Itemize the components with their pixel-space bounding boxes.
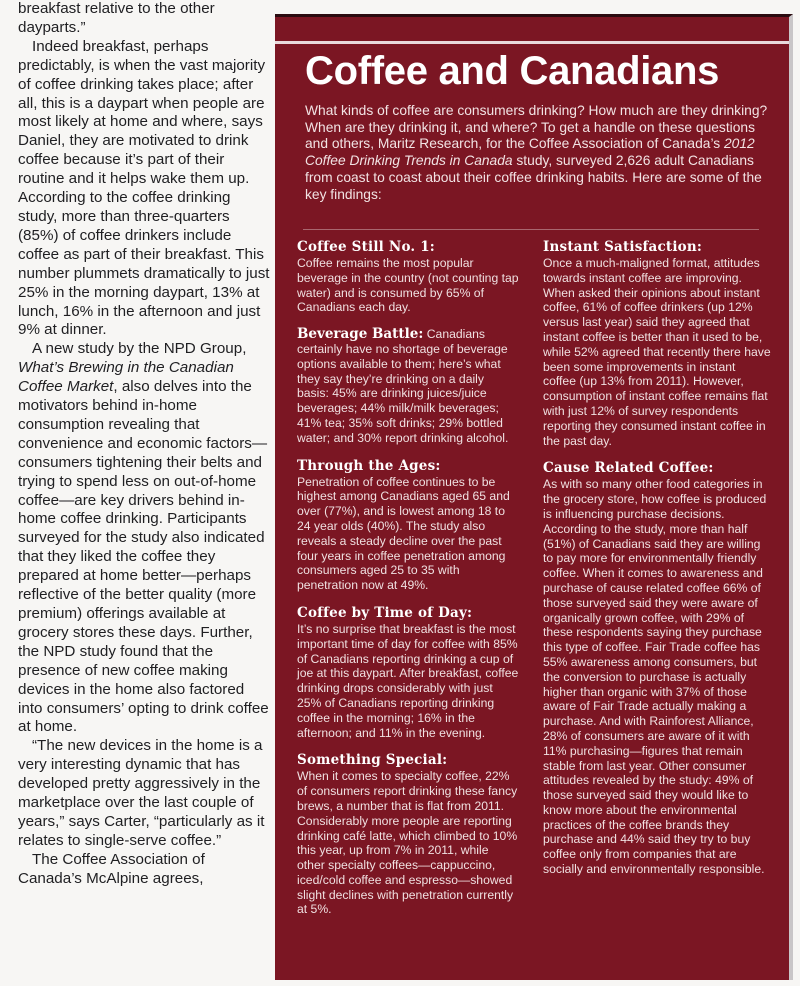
finding-body: When it comes to specialty coffee, 22% of consumers report drinking these fancy brews, a number that is flat from 2011. Considerably more people are reporting drinking café latte, which climbed to 10% this year, up from 7% in 2011, while other specialty coffees—cappuccino, iced/cold coffee and espresso—showed slight declines with penetration currently at 5%. [297, 769, 518, 917]
article-paragraph: The Coffee Association of Canada’s McAlpine agrees, [18, 850, 205, 887]
finding-body: Canadians certainly have no shortage of beverage options available to them; here’s what they say they’re drinking on a daily basis: 45% are drinking juices/juice beverages; 44% milk/milk beverages; 41% tea; 35% soft drinks; 29% bottled water; and 30% report drinking alcohol. [297, 327, 509, 445]
sidebar-panel [275, 14, 793, 980]
finding-body: As with so many other food categories in the grocery store, how coffee is produced is influencing purchase decisions. According to the study, more than half (51%) of Canadians said they are willing to pay more for environmentally friendly coffee. When it comes to awareness and purchase of cause related coffee 66% of those surveyed said they were aware of organically grown coffee, with 29% of these respondents saying they purchase this type of coffee. Fair Trade coffee has 55% awareness among consumers, but the conversion to purchase is actually higher than organic with 37% of those aware of Fair Trade actually making a purchase. And with Rainforest Alliance, 28% of consumers are aware of it with 11% purchasing—figures that remain stable from last year. Other consumer attitudes revealed by the study: 49% of those surveyed said they would like to know more about the environmental practices of the coffee brands they purchase and 44% said they try to buy coffee only from companies that are socially and environmentally responsible. [543, 477, 767, 877]
finding-heading: Instant Satisfaction: [543, 239, 703, 255]
intro-study-title: 2012 Coffee Drinking Trends in Canada [305, 136, 755, 169]
study-title: What’s Brewing in the Canadian Coffee Market [18, 359, 234, 396]
article-column [18, 0, 270, 889]
finding-heading: Cause Related Coffee: [543, 460, 714, 477]
article-text: A new study by the NPD Group, [32, 340, 247, 358]
panel-rule [275, 41, 789, 44]
finding-heading: Coffee by Time of Day: [297, 604, 473, 621]
finding-heading: Beverage Battle: [297, 326, 424, 343]
finding-body: It’s no surprise that breakfast is the most important time of day for coffee with 85% of Canadians reporting drinking a cup of joe at this daypart. After breakfast, coffee drinking drops considerably with just 25% of Canadians reporting drinking coffee in the morning; 16% in the afternoon; and 11% in the evening. [297, 621, 519, 740]
finding-heading: Something Special: [297, 752, 448, 769]
finding-block [297, 327, 519, 445]
findings-column-left [297, 239, 519, 929]
finding-body: Penetration of coffee continues to be highest among Canadians aged 65 and over (77%), and is lowest among 18 to 24 year olds (40%). The study also reveals a steady decline over the past four years in coffee penetration among consumers aged 25 to 35 with penetration now at 49%. [297, 474, 510, 593]
intro-text: What kinds of coffee are consumers drinking? How much are they drinking? When are they drinking it, and where? To get a handle on these questions and others, Maritz Research, for the Coffee Association of Canada’s [305, 103, 768, 152]
finding-heading: Coffee Still No. 1: [297, 239, 435, 255]
sidebar-intro [305, 103, 777, 203]
finding-heading: Through the Ages: [297, 457, 441, 474]
finding-body: Once a much-maligned format, attitudes towards instant coffee are improving. When asked their opinions about instant coffee, 61% of coffee drinkers (up 12% versus last year) said they agreed that instant coffee is better than it used to be, while 52% agreed that recently there have been some improvements in instant coffee (up 13% from 2011). However, consumption of instant coffee remains flat with just 12% of survey respondents reporting they consumed instant coffee in the past day. [543, 256, 771, 448]
sidebar-divider [303, 229, 759, 230]
finding-body: Coffee remains the most popular beverage in the country (not counting tap water) and is consumed by 65% of Canadians each day. [297, 256, 519, 315]
article-paragraph: “The new devices in the home is a very interesting dynamic that has developed pretty aggressively in the marketplace over the last couple of years,” says Carter, “particularly as it relates to single-serve coffee.” [18, 737, 265, 849]
sidebar-title: Coffee and Canadians [305, 49, 720, 93]
intro-text: study, surveyed 2,626 adult Canadians from coast to coast about their coffee drinking habits. Here are some of the key findings: [305, 153, 762, 202]
article-paragraph: Indeed breakfast, perhaps predictably, is when the vast majority of coffee drinking takes place; after all, this is a daypart when people are most likely at home and where, says Daniel, they are motivated to drink coffee because it’s part of their routine and it helps wake them up. According to the coffee drinking study, more than three-quarters (85%) of coffee drinkers include coffee as part of their breakfast. This number plummets dramatically to just 25% in the morning daypart, 13% at lunch, 16% in the afternoon and just 9% at dinner. [18, 37, 270, 339]
article-paragraph [18, 340, 270, 737]
article-paragraph: breakfast relative to the other dayparts.” [18, 0, 215, 36]
article-text: , also delves into the motivators behind in-home consumption revealing that convenience and economic factors—consumers tightening their belts and trying to spend less on out-of-home coffee—are key drivers behind in-home coffee drinking. Participants surveyed for the study also indicated that they liked the coffee they prepared at home better—perhaps reflective of the better quality (more premium) offerings available at grocery stores these days. Further, the NPD study found that the presence of new coffee making devices in the home also factored into consumers’ opting to drink coffee at home. [18, 378, 269, 736]
findings-column-right [543, 239, 771, 889]
